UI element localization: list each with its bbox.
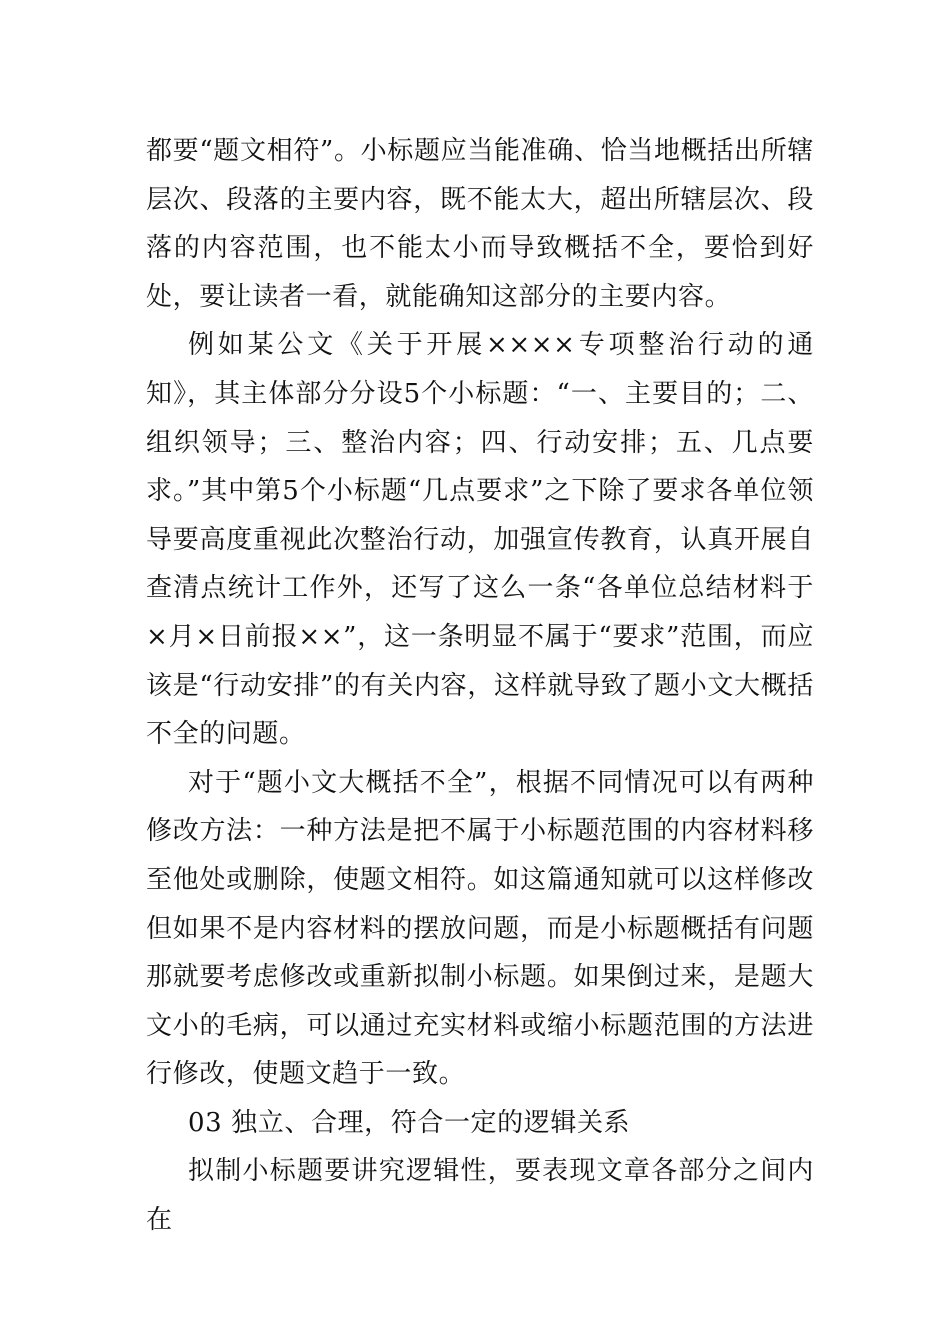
paragraph-revision-methods: 对于“题小文大概括不全”，根据不同情况可以有两种修改方法：一种方法是把不属于小标题范围的内容材料移至他处或删除，使题文相符。如这篇通知就可以这样修改但如果不是内容材料的摆放问题，而是小标题概括有问题那就要考虑修改或重新拟制小标题。如果倒过来，是题大文小的毛病，可以通过充实材料或缩小标题范围的方法进行修改，使题文趋于一致。 — [146, 767, 814, 1090]
paragraph-continuation: 都要“题文相符”。小标题应当能准确、恰当地概括出所辖层次、段落的主要内容，既不能太大，超出所辖层次、段落的内容范围，也不能太小而导致概括不全，要恰到好处，要让读者一看，就能确知这部分的主要内容。 — [146, 136, 814, 312]
paragraph-logic: 拟制小标题要讲究逻辑性，要表现文章各部分之间内在 — [146, 1156, 814, 1236]
paragraph-example: 例如某公文《关于开展××××专项整治行动的通知》，其主体部分分设5个小标题：“一、主要目的；二、组织领导；三、整治内容；四、行动安排；五、几点要求。”其中第5个小标题“几点要求”之下除了要求各单位领导要高度重视此次整治行动，加强宣传教育，认真开展自查清点统计工作外，还写了这么一条“各单位总结材料于×月×日前报××”，这一条明显不属于“要求”范围，而应该是“行动安排”的有关内容，这样就导致了题小文大概括不全的问题。 — [146, 330, 814, 750]
section-heading: 03 独立、合理，符合一定的逻辑关系 — [188, 1107, 631, 1138]
document-body — [146, 127, 814, 1245]
